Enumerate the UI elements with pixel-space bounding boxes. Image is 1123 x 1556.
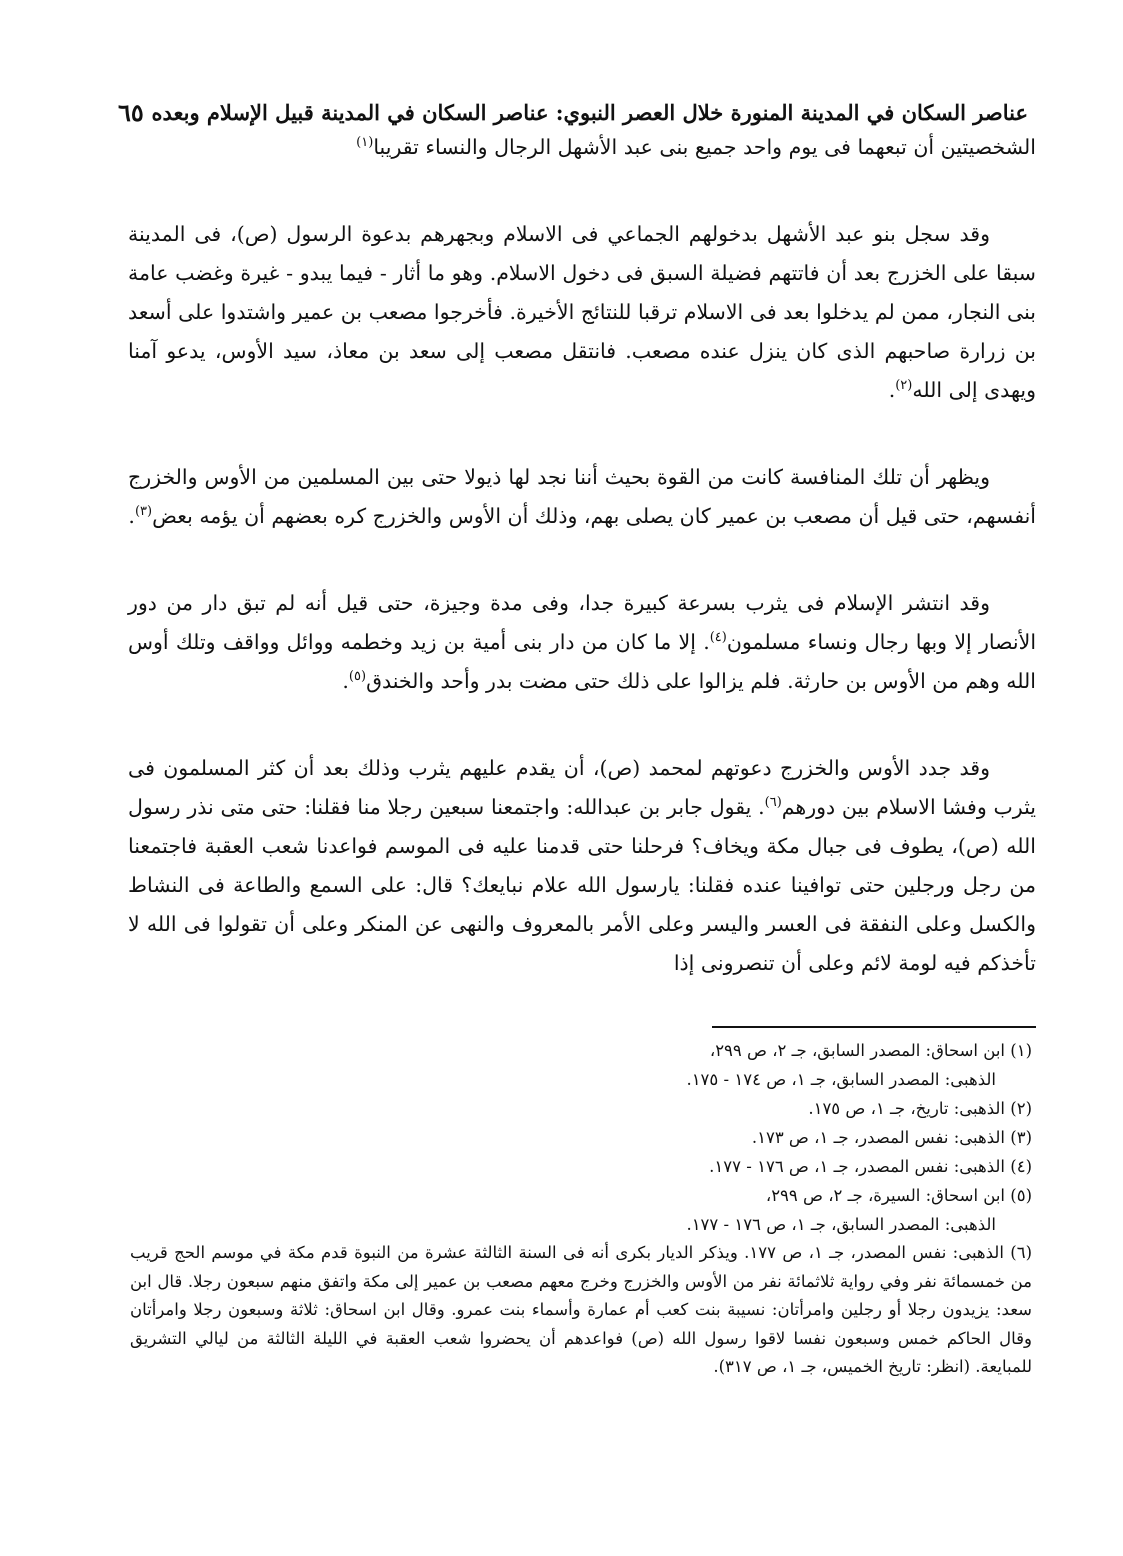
paragraph-3: ويظهر أن تلك المنافسة كانت من القوة بحيث أننا نجد لها ذيولا حتى بين المسلمين من الأوس والخزرج أنفسهم، حتى قيل أن مصعب بن عمير كان يصلى بهم، وذلك أن الأوس والخزرج كره بعضهم أن يؤمه بعض$^{(٣)}$. xyxy=(128,465,1036,528)
footnote-line: الذهبى: المصدر السابق، جـ ١، ص ١٧٦ - ١٧٧. xyxy=(686,1215,996,1234)
page-number: ٦٥ xyxy=(118,98,144,127)
running-header xyxy=(108,96,1028,130)
footnote-ref-3: (٣) xyxy=(134,504,153,520)
footnotes xyxy=(130,1036,1032,1382)
paragraph-2: وقد سجل بنو عبد الأشهل بدخولهم الجماعي فى الاسلام وبجهرهم بدعوة الرسول (ص)، فى المدينة سبقا على الخزرج بعد أن فاتتهم فضيلة السبق فى دخول الاسلام. وهو ما أثار - فيما يبدو - غيرة وغضب عامة بنى النجار، ممن لم يدخلوا بعد فى الاسلام ترقبا للنتائج الأخيرة. فأخرجوا مصعب بن عمير واشتدوا على أسعد بن زرارة صاحبهم الذى كان ينزل عنده مصعب. فانتقل مصعب إلى سعد بن معاذ، سيد الأوس، يدعو آمنا ويهدى إلى الله$^{(٢)}$. xyxy=(128,222,1036,402)
main-text xyxy=(128,128,1036,1031)
footnote-line: (٤) الذهبى: نفس المصدر، جـ ١، ص ١٧٦ - ١٧٧. xyxy=(709,1157,1032,1176)
footnote-line: (٢) الذهبى: تاريخ، جـ ١، ص ١٧٥. xyxy=(808,1099,1032,1118)
footnote-line: (٥) ابن اسحاق: السيرة، جـ ٢، ص ٢٩٩، xyxy=(765,1186,1032,1205)
paragraph-4: وقد انتشر الإسلام فى يثرب بسرعة كبيرة جدا، وفى مدة وجيزة، حتى قيل أنه لم تبق دار من دور الأنصار إلا وبها رجال ونساء مسلمون$^{(٤)}$. إلا ما كان من دار بنى أمية بن زيد وخطمه ووائل وواقف وتلك أوس الله وهم من الأوس بن حارثة. فلم يزالوا على ذلك حتى مضت بدر وأحد والخندق$^{(٥)}$. xyxy=(128,591,1037,693)
paragraph-1: الشخصيتين أن تبعهما فى يوم واحد جميع بنى عبد الأشهل الرجال والنساء تقريبا$^{(١)}$ xyxy=(356,135,1036,159)
paragraph-5: وقد جدد الأوس والخزرج دعوتهم لمحمد (ص)، أن يقدم عليهم يثرب وذلك بعد أن كثر المسلمون فى يثرب وفشا الاسلام بين دورهم$^{(٦)}$. يقول جابر بن عبدالله: واجتمعنا سبعين رجلا منا فقلنا: حتى متى نذر رسول الله (ص)، يطوف فى جبال مكة ويخاف؟ فرحلنا حتى قدمنا عليه فى الموسم فواعدنا شعب العقبة فاجتمعنا من رجل ورجلين حتى توافينا عنده فقلنا: يارسول الله علام نبايعك؟ قال: على السمع والطاعة فى النشاط والكسل وعلى النفقة فى العسر واليسر وعلى الأمر بالمعروف والنهى عن المنكر وعلى أن تقولوا فى الله لا تأخذكم فيه لومة لائم وعلى أن تنصرونى إذا xyxy=(128,756,1036,975)
footnote-line: (٣) الذهبى: نفس المصدر، جـ ١، ص ١٧٣. xyxy=(751,1128,1032,1147)
header-title: عناصر السكان في المدينة المنورة خلال العصر النبوي: عناصر السكان في المدينة قبيل الإسلام وبعده xyxy=(151,100,1028,125)
footnote-ref-4: (٤) xyxy=(709,630,727,646)
footnote-line: (١) ابن اسحاق: المصدر السابق، جـ ٢، ص ٢٩٩، xyxy=(709,1041,1032,1060)
footnote-ref-1: (١) xyxy=(356,135,374,151)
footnote-ref-6: (٦) xyxy=(764,795,782,811)
footnote-divider xyxy=(712,1026,1036,1028)
footnote-line: الذهبى: المصدر السابق، جـ ١، ص ١٧٤ - ١٧٥. xyxy=(686,1070,996,1089)
footnote-ref-5: (٥) xyxy=(348,669,367,685)
footnote-ref-2: (٢) xyxy=(895,378,913,394)
footnote-6: (٦) الذهبى: نفس المصدر، جـ ١، ص ١٧٧. ويذكر الديار بكرى أنه فى السنة الثالثة عشرة من النبوة قدم مكة في موسم الحج قريب من خمسمائة نفر وفي رواية ثلاثمائة نفر من الأوس والخزرج وخرج معهم مصعب بن عمير إلى مكة واتفق منهم سبعون رجلا. قال ابن سعد: يزيدون رجلا أو رجلين وامرأتان: نسيبة بنت كعب أم عمارة وأسماء بنت عمرو. وقال ابن اسحاق: ثلاثة وسبعون رجلا وامرأتان وقال الحاكم خمس وسبعون نفسا لاقوا رسول الله (ص) فواعدهم أن يحضروا شعب العقبة في الليلة الثالثة من ليالي التشريق للمبايعة. (انظر: تاريخ الخميس، جـ ١، ص ٣١٧). xyxy=(130,1243,1033,1376)
